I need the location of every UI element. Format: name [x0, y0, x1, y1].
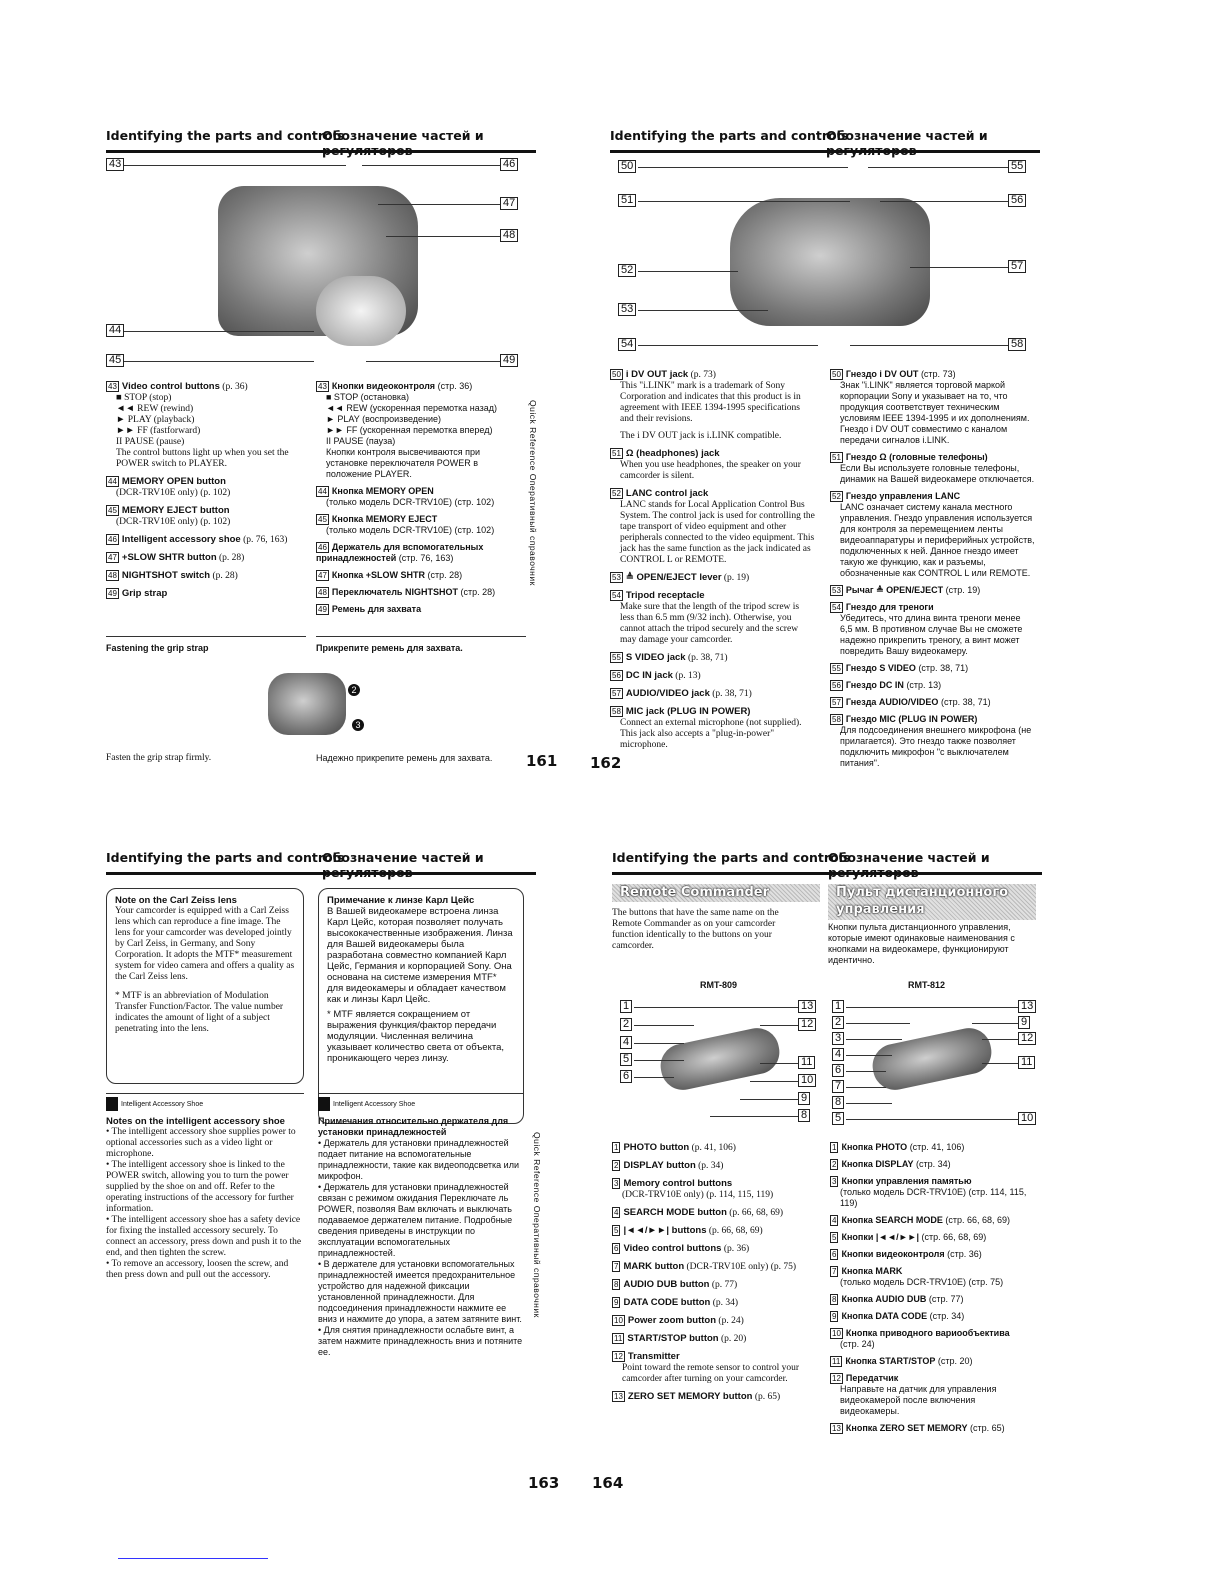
page-number: 163 — [528, 1474, 560, 1492]
list-item: 50 i DV OUT jack (p. 73) This "i.LINK" mark is a trademark of Sony Corporation and indicates that this product is in agreement with IEEE 1394-1995 specifications and their revisions. The i DV OUT jack is i.LINK compatible. — [612, 369, 801, 441]
list-item: • The intelligent accessory shoe has a safety device for fixing the installed accessory securely. To connect an accessory, press down and push it to the end, and then tighten the screw. — [106, 1215, 302, 1258]
page-number: 161 — [526, 752, 558, 770]
list-item: 44 Кнопка MEMORY OPEN (только модель DCR-TRV10E) (стр. 102) — [318, 486, 495, 507]
list-item: 8 Кнопка AUDIO DUB (стр. 77) — [832, 1294, 964, 1304]
intro-en: The buttons that have the same name on the Remote Commander as on your camcorder function identically to the buttons on your camcorder. — [612, 908, 779, 951]
list-item: 12 Transmitter Point toward the remote sensor to control your camcorder after turning on your camcorder. — [614, 1351, 800, 1384]
footer-link-line — [118, 1558, 268, 1559]
list-item: 43 Video control buttons (p. 36) ■ STOP (stop) ◄◄ REW (rewind) ► PLAY (playback) ►► FF (fastforward) II PAUSE (pause) The control buttons light up when you set the POWER switch to PLAYER. — [108, 381, 289, 469]
carl-zeiss-note-en: Note on the Carl Zeiss lens Your camcorder is equipped with a Carl Zeiss lens which can reproduce a fine image. The lens for your camcorder was developed jointly by Carl Zeiss, in Germany, and Sony Corporation. It adopts the MTF* measurement system for video camera and offers a quality as the Carl Zeiss lens. * MTF is an abbreviation of Modulation Transfer Function/Factor. The value number indicates the amount of light of a subject penetrating into the lens. — [106, 888, 304, 1084]
list-item: • To remove an accessory, loosen the screw, and then press down and pull out the accessory. — [106, 1259, 289, 1280]
camcorder-rear-diagram: 50 51 52 53 54 55 56 57 58 — [610, 156, 1040, 354]
callout-46: 46 — [500, 158, 518, 171]
side-tab: Quick Reference Оперативный справочник — [532, 1132, 542, 1318]
step-3-marker: 3 — [352, 719, 364, 731]
list-item: 43 Кнопки видеоконтроля (стр. 36) ■ STOP (остановка) ◄◄ REW (ускоренная перемотка назад) ► PLAY (воспроизведение) ►► FF (ускоренная перемотка вперед) II PAUSE (пауза) Кнопки контроля высвечиваются при установке переключателя POWER в положение PLAYER. — [318, 381, 497, 479]
model-rmt-809: RMT-809 — [700, 980, 738, 990]
list-item: 3 Кнопки управления памятью (только модель DCR-TRV10E) (стр. 114, 115, 119) — [832, 1176, 1027, 1208]
callout-43: 43 — [106, 158, 124, 171]
remote-commander-banner-en: Remote Commander — [612, 884, 820, 902]
intro-ru: Кнопки пульта дистанционного управления, которые имеют одинаковые наименования с кнопками на видеокамере, функционируют идентично. — [828, 922, 1015, 965]
camcorder-rear-image — [730, 198, 930, 326]
remote-commander-banner-ru: Пульт дистанционного управления — [828, 884, 1036, 920]
header-en: Identifying the parts and controls — [106, 128, 345, 143]
callout-47: 47 — [500, 197, 518, 210]
list-item: 58 MIC jack (PLUG IN POWER) Connect an external microphone (not supplied). This jack also accepts a "plug-in-power" microphone. — [612, 706, 802, 750]
en-column — [106, 381, 311, 606]
side-tab: Quick Reference Оперативный справочник — [528, 400, 538, 586]
list-item: 56 DC IN jack (p. 13) — [612, 670, 701, 681]
list-item: 13 Кнопка ZERO SET MEMORY (стр. 65) — [832, 1423, 1005, 1433]
page-162 — [590, 128, 1040, 778]
callout-44: 44 — [106, 324, 124, 337]
page-161 — [106, 128, 558, 778]
callout-48: 48 — [500, 229, 518, 242]
page-number: 164 — [592, 1474, 624, 1492]
list-item: 44 MEMORY OPEN button (DCR-TRV10E only) (p. 102) — [108, 476, 231, 498]
list-item: 55 Гнездо S VIDEO (стр. 38, 71) — [832, 663, 969, 673]
remote-image — [657, 1024, 784, 1094]
list-item: 50 Гнездо i DV OUT (стр. 73) Знак "i.LINK" является торговой маркой корпорации Sony и указывает на то, что продукция соответствует техническим условиям IEEE 1394-1995 и их дополнениям. Гнездо i DV OUT совместимо с каналом передачи сигналов i.LINK. — [832, 369, 1030, 445]
list-item: 54 Tripod receptacle Make sure that the length of the tripod screw is less than 6.5 mm (9/32 inch). Otherwise, you cannot attach the tripod securely and the screw may damage your camcorder. — [612, 590, 800, 645]
list-item: • The intelligent accessory shoe supplies power to optional accessories such as a video light or microphone. — [106, 1127, 296, 1159]
list-item: 46 Держатель для вспомогательных принадлежностей (стр. 76, 163) — [316, 542, 484, 563]
carl-zeiss-note-ru: Примечание к линзе Карл Цейс В Вашей видеокамере встроена линза Карл Цейс, которая позволяет получать высококачественные изображения. Линза для Вашей видеокамеры была разработана совместно компанией Карл Цейс, Германия и корпорацией Sony. Она основана на системе измерения MTF* для видеокамеры и обладает качеством как и линзы Карл Цейс. * MTF является сокращением от выражения функция/фактор передачи модуляции. Численная величина указывает количество света от объекта, проникающего через линзу. — [318, 888, 524, 1124]
list-item: 46 Intelligent accessory shoe (p. 76, 163) — [108, 534, 288, 545]
list-item: 55 S VIDEO jack (p. 38, 71) — [612, 652, 728, 663]
list-item: 47 Кнопка +SLOW SHTR (стр. 28) — [318, 570, 463, 580]
page-number: 162 — [590, 754, 622, 772]
list-item: 9 Кнопка DATA CODE (стр. 34) — [832, 1311, 965, 1321]
list-item: • Для снятия принадлежности ослабьте винт, а затем нажмите принадлежность вниз и потяните ее. — [318, 1325, 523, 1357]
remote-rmt-812-diagram: 1 2 3 4 6 7 8 5 13 9 12 11 10 — [832, 998, 1037, 1128]
list-item: • В держателе для установки вспомогательных принадлежностей имеется предохранительное устройство для надежной фиксации установленной принадлежности. Для подсоединения принадлежности нажмите ее вниз и нажмите до упора, а затем затяните винт. — [318, 1259, 522, 1324]
list-item: 10 Power zoom button (p. 24) — [614, 1315, 744, 1326]
list-item: 47 +SLOW SHTR button (p. 28) — [108, 552, 245, 563]
list-item: 5 |◄◄/►►| buttons (p. 66, 68, 69) — [614, 1225, 763, 1236]
list-item: 52 Гнездо управления LANC LANC означает систему канала местного управления. Гнездо управления используется для контроля за перемещением ленты видеоаппаратуры и периферийных устройств, подключенных к ней. Данное гнездо имеет такую же функцию, как и разъемы, обозначенные как CONTROL L или REMOTE. — [832, 491, 1035, 578]
list-item: • Держатель для установки принадлежностей связан с режимом ожидания Переключате ль POWER, позволяя Вам включать и выключать подаваемое держателем питание. Подробные сведения приведены в инструкции по эксплуатации вспомогательных принадлежностей. — [318, 1182, 513, 1258]
list-item: 52 LANC control jack LANC stands for Local Application Control Bus System. The control jack is used for controlling the tape transport of video equipment and other peripherals connected to the video equipment. This jack has the same function as the jack indicated as CONTROL L or REMOTE. — [612, 488, 815, 565]
ru-column — [316, 381, 521, 621]
grip-strap-illustration — [268, 673, 346, 735]
list-item: 12 Передатчик Направьте на датчик для управления видеокамерой после включения видеокамеры. — [832, 1373, 997, 1416]
list-item: 48 Переключатель NIGHTSHOT (стр. 28) — [318, 587, 496, 597]
fasten-text-ru: Надежно прикрепите ремень для захвата. — [316, 753, 493, 763]
list-item: 5 Кнопки |◄◄/►►| (стр. 66, 68, 69) — [832, 1232, 987, 1242]
list-item: 7 MARK button (DCR-TRV10E only) (p. 75) — [614, 1261, 797, 1272]
shoe-notes-en: Notes on the intelligent accessory shoe • The intelligent accessory shoe supplies power to optional accessories such as a video light or microphone. • The intelligent accessory shoe is linked to the POWER switch, allowing you to turn the power supplied by the shoe on and off. Refer to the operating instructions of the accessory for further information. • The intelligent accessory shoe has a safety device for fixing the installed accessory securely. To connect an accessory, press down and push it to the end, and then tighten the screw. • To remove an accessory, loosen the screw, and then press down and pull out the accessory. — [106, 1116, 304, 1281]
list-item: 48 NIGHTSHOT switch (p. 28) — [108, 570, 238, 581]
en-column — [612, 1142, 817, 1409]
fasten-title-ru: Прикрепите ремень для захвата. — [316, 643, 463, 653]
en-column — [610, 369, 815, 757]
model-rmt-812: RMT-812 — [908, 980, 946, 990]
list-item: 3 Memory control buttons (DCR-TRV10E only) (p. 114, 115, 119) — [614, 1178, 774, 1200]
list-item: 10 Кнопка приводного вариообъектива (стр. 24) — [832, 1328, 1010, 1349]
shoe-notes-ru: Примечания относительно держателя для установки принадлежностей • Держатель для установки принадлежностей подает питание на вспомогательные принадлежности, такие как видеоподсветка или микрофон. • Держатель для установки принадлежностей связан с режимом ожидания Переключате ль POWER, позволяя Вам включать и выключать подаваемое держателем питание. Подробные сведения приведены в инструкции по эксплуатации вспомогательных принадлежностей. • В держателе для установки вспомогательных принадлежностей имеется предохранительное устройство для надежной фиксации установленной принадлежности. Для подсоединения принадлежности нажмите ее вниз и нажмите до упора, а затем затяните винт. • Для снятия принадлежности ослабьте винт, а затем нажмите принадлежность вниз и потяните ее. — [318, 1116, 523, 1357]
list-item: 51 Гнездо Ω (головные телефоны) Если Вы используете головные телефоны, динамик на Вашей видеокамере отключается. — [832, 452, 1035, 484]
list-item: 45 MEMORY EJECT button (DCR-TRV10E only) (p. 102) — [108, 505, 231, 527]
list-item: 6 Video control buttons (p. 36) — [614, 1243, 750, 1254]
accessory-shoe-icon-en: Intelligent Accessory Shoe — [106, 1097, 203, 1111]
ru-column — [830, 369, 1035, 775]
list-item: 4 SEARCH MODE button (p. 66, 68, 69) — [614, 1207, 784, 1218]
page-164 — [592, 850, 1042, 1510]
page-header: Identifying the parts and controls Обозначение частей и регуляторов — [106, 850, 536, 875]
list-item: 53 Рычаг ≜ OPEN/EJECT (стр. 19) — [832, 585, 981, 595]
list-item: 49 Grip strap — [108, 588, 168, 599]
grip-strap-image — [316, 276, 406, 346]
callout-45: 45 — [106, 354, 124, 367]
list-item: 57 Гнезда AUDIO/VIDEO (стр. 38, 71) — [832, 697, 991, 707]
list-item: 8 AUDIO DUB button (p. 77) — [614, 1279, 738, 1290]
list-item: 49 Ремень для захвата — [318, 604, 422, 614]
list-item: 58 Гнездо MIC (PLUG IN POWER) Для подсоединения внешнего микрофона (не прилагается). Это гнездо также позволяет подключить микрофон "с выключателем питания". — [832, 714, 1032, 768]
list-item: 7 Кнопка MARK (только модель DCR-TRV10E) (стр. 75) — [832, 1266, 1004, 1287]
list-item: 11 START/STOP button (p. 20) — [614, 1333, 747, 1344]
page-163 — [106, 850, 560, 1510]
step-2-marker: 2 — [348, 684, 360, 696]
list-item: 2 DISPLAY button (p. 34) — [614, 1160, 724, 1171]
list-item: • Держатель для установки принадлежностей подает питание на вспомогательные принадлежности, такие как видеоподсветка или микрофон. — [318, 1138, 519, 1181]
accessory-shoe-icon — [106, 1097, 118, 1111]
list-item: 4 Кнопка SEARCH MODE (стр. 66, 68, 69) — [832, 1215, 1011, 1225]
fasten-title-en: Fastening the grip strap — [106, 643, 209, 653]
fasten-text-en: Fasten the grip strap firmly. — [106, 753, 212, 763]
list-item: 13 ZERO SET MEMORY button (p. 65) — [614, 1391, 781, 1402]
list-item: • The intelligent accessory shoe is linked to the POWER switch, allowing you to turn the power supplied by the shoe on and off. Refer to the operating instructions of the accessory for further information. — [106, 1160, 294, 1214]
list-item: 56 Гнездо DC IN (стр. 13) — [832, 680, 942, 690]
accessory-shoe-icon-ru: Intelligent Accessory Shoe — [318, 1097, 415, 1111]
list-item: 2 Кнопка DISPLAY (стр. 34) — [832, 1159, 951, 1169]
list-item: 57 AUDIO/VIDEO jack (p. 38, 71) — [612, 688, 752, 699]
list-item: 9 DATA CODE button (p. 34) — [614, 1297, 739, 1308]
list-item: 45 Кнопка MEMORY EJECT (только модель DCR-TRV10E) (стр. 102) — [318, 514, 495, 535]
accessory-shoe-icon — [318, 1097, 330, 1111]
list-item: 1 PHOTO button (p. 41, 106) — [614, 1142, 736, 1153]
list-item: 54 Гнездо для треноги Убедитесь, что длина винта треноги менее 6,5 мм. В противном случае Вы не сможете надежно прикрепить треногу, а винт может повредить Вашу видеокамеру. — [832, 602, 1023, 656]
camcorder-side-diagram — [106, 156, 536, 378]
header-ru: Обозначение частей и регуляторов — [322, 128, 484, 158]
page-header — [106, 128, 536, 158]
remote-image — [869, 1024, 996, 1094]
remote-rmt-809-diagram: 1 2 4 5 6 13 12 11 10 9 8 — [620, 998, 818, 1128]
ru-column — [830, 1142, 1035, 1440]
callout-49: 49 — [500, 354, 518, 367]
list-item: 53 ≜ OPEN/EJECT lever (p. 19) — [612, 572, 750, 583]
list-item: 6 Кнопки видеоконтроля (стр. 36) — [832, 1249, 982, 1259]
list-item: 11 Кнопка START/STOP (стр. 20) — [832, 1356, 973, 1366]
page-header: Identifying the parts and controls Обозначение частей и регуляторов — [612, 850, 1042, 875]
list-item: 1 Кнопка PHOTO (стр. 41, 106) — [832, 1142, 965, 1152]
page-header: Identifying the parts and controls Обозначение частей и регуляторов — [610, 128, 1040, 153]
list-item: 51 Ω (headphones) jack When you use headphones, the speaker on your camcorder is silent. — [612, 448, 801, 481]
